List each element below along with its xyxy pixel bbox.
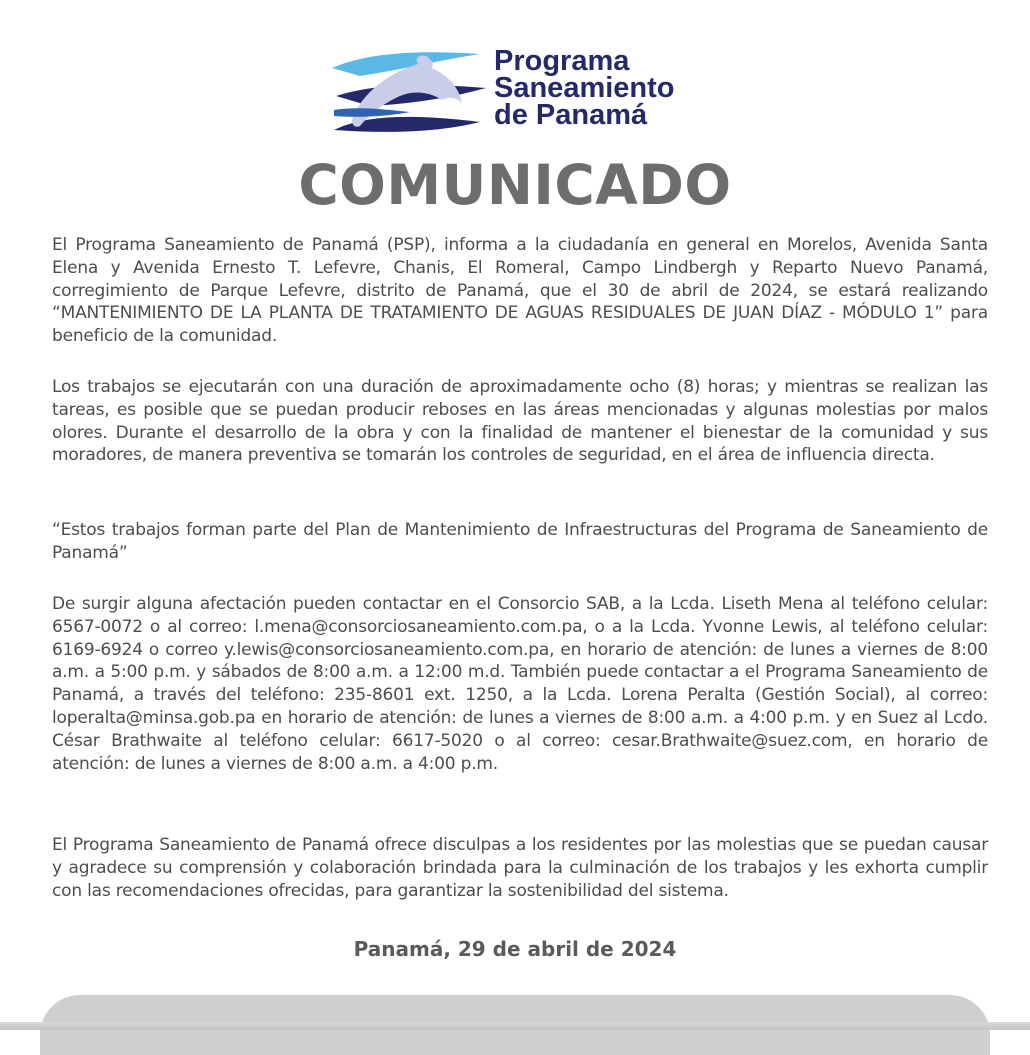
logo-line-3: de Panamá xyxy=(494,99,648,131)
logo-line-2: Saneamiento xyxy=(494,72,675,104)
logo-line-1: Programa xyxy=(494,45,630,77)
footer-bottom-strip xyxy=(0,1022,1030,1030)
page-title: COMUNICADO xyxy=(298,153,732,217)
dolphin-waves-logo-icon xyxy=(330,46,490,134)
paragraph-quote: “Estos trabajos forman parte del Plan de Mantenimiento de Infraestructuras del Programa de Saneamiento de Panamá” xyxy=(52,520,988,563)
psp-logo xyxy=(330,44,710,136)
paragraph-contacts: De surgir alguna afectación pueden contactar en el Consorcio SAB, a la Lcda. Liseth Mena al teléfono celular: 6567-0072 o al correo: l.mena@consorciosaneamiento.com.pa, o a la Lcda. Yvonne Lewis, al teléfono celular: 6169-6924 o correo y.lewis@consorciosaneamiento.com.pa, en horario de atención: de lunes a viernes de 8:00 a.m. a 5:00 p.m. y sábados de 8:00 a.m. a 12:00 m.d. También puede contactar a el Programa Saneamiento de Panamá, a través del teléfono: 235-8601 ext. 1250, a la Lcda. Lorena Peralta (Gestión Social), al correo: loperalta@minsa.gob.pa en horario de atención: de lunes a viernes de 8:00 a.m. a 4:00 p.m. y en Suez al Lcdo. César Brathwaite al teléfono celular: 6617-5020 o al correo: cesar.Brathwaite@suez.com, en horario de atención: de lunes a viernes de 8:00 a.m. a 4:00 p.m. xyxy=(52,594,988,774)
paragraph-details: Los trabajos se ejecutarán con una duración de aproximadamente ocho (8) horas; y mientras se realizan las tareas, es posible que se puedan producir reboses en las áreas mencionadas y algunas molestias por malos olores. Durante el desarrollo de la obra y con la finalidad de mantener el bienestar de la comunidad y sus moradores, de manera preventiva se tomarán los controles de seguridad, en el área de influencia directa. xyxy=(52,377,988,466)
date-line: Panamá, 29 de abril de 2024 xyxy=(353,937,677,961)
paragraph-announcement: El Programa Saneamiento de Panamá (PSP), informa a la ciudadanía en general en Morelos, Avenida Santa Elena y Avenida Ernesto T. Lefevre, Chanis, El Romeral, Campo Lindbergh y Reparto Nuevo Panamá, corregimiento de Parque Lefevre, distrito de Panamá, que el 30 de abril de 2024, se estará realizando “MANTENIMIENTO DE LA PLANTA DE TRATAMIENTO DE AGUAS RESIDUALES DE JUAN DÍAZ - MÓDULO 1” para beneficio de la comunidad. xyxy=(52,235,988,347)
paragraph-apology: El Programa Saneamiento de Panamá ofrece disculpas a los residentes por las molestias que se puedan causar y agradece su comprensión y colaboración brindada para la culminación de los trabajos y les exhorta cumplir con las recomendaciones ofrecidas, para garantizar la sostenibilidad del sistema. xyxy=(52,835,988,901)
logo-wordmark xyxy=(494,45,675,131)
